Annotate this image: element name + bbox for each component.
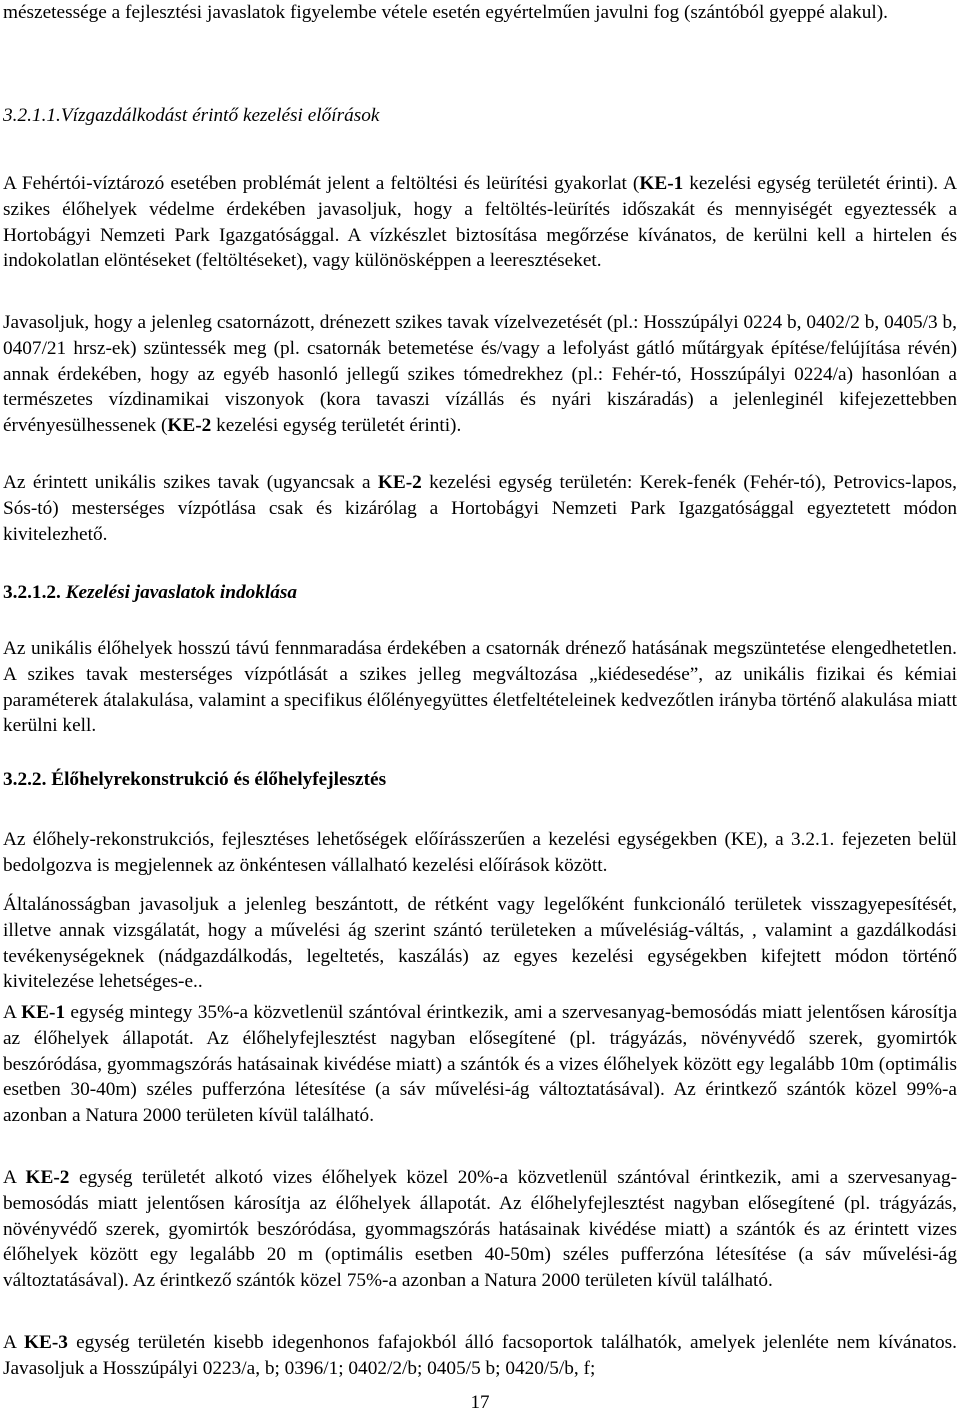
paragraph-fehertoi-viztarozo bbox=[3, 171, 957, 274]
text-run: Az érintett unikális szikes tavak (ugyancsak a bbox=[3, 472, 378, 493]
intro-paragraph: mészetessége a fejlesztési javaslatok figyelembe vétele esetén egyértelműen javulni fog (szántóból gyeppé alakul). bbox=[3, 2, 888, 23]
paragraph-ke3 bbox=[3, 1330, 957, 1382]
section-heading-indoklas bbox=[3, 580, 957, 606]
ke-label: KE-2 bbox=[167, 415, 212, 437]
text-run: Javasoljuk, hogy a jelenleg csatornázott, drénezett szikes tavak vízelvezetését (pl.: Hosszúpályi 0224 b, 0402/2 b, 0405/3 b, 0407/21 hrsz-ek) szüntessék meg (pl. csatornák betemetése és/vagy a lefolyást gátló műtárgyak építése/felújítása révén) annak érdekében, hogy az egyéb hasonló jellegű szikes tómedrekhez (pl.: Fehér-tó, Hosszúpályi 0224/a) hasonlóan a természetes vízdinamikai viszonyok (kora tavaszi vízállás és nyári kiszáradás) a jelenleginél kifejezettebben érvényesülhessenek ( bbox=[3, 312, 957, 437]
text-run: A bbox=[3, 1332, 25, 1353]
paragraph-ke2 bbox=[3, 1165, 957, 1294]
text-run: kezelési egység területét érinti). A szikes élőhelyek védelme érdekében javasoljuk, hogy a feltöltés-leürítés időszakát és mennyiségét egyeztessék a Hortobágyi Nemzeti Park Igazgatósággal. A vízkészlet biztosítása megőrzése kívánatos, de kerülni kell a hirtelen és indokolatlan elöntéseket (feltöltéseket), vagy különösképpen a leeresztéseket. bbox=[3, 173, 957, 272]
section-heading-elohelyrekonstrukcio bbox=[3, 767, 957, 793]
section-title: Élőhelyrekonstrukció és élőhelyfejlesztés bbox=[51, 769, 387, 790]
text-run: kezelési egység területét érinti). bbox=[211, 415, 462, 437]
text-run: A bbox=[3, 1167, 26, 1188]
ke-label: KE-1 bbox=[639, 173, 684, 194]
ke-label: KE-2 bbox=[25, 1167, 70, 1188]
paragraph-rekonstrukcio: Az élőhely-rekonstrukciós, fejlesztéses lehetőségek előírásszerűen a kezelési egységekben (KE), a 3.2.1. fejezeten belül bedolgozva is megjelennek az önkéntesen vállalható kezelési előírások között. bbox=[3, 829, 957, 876]
section-number: 3.2.2. bbox=[3, 769, 47, 790]
paragraph-indoklas: Az unikális élőhelyek hosszú távú fennmaradása érdekében a csatornák drénező hatásának megszüntetése elengedhetetlen. A szikes tavak mesterséges vízpótlását a szikes jelleg megváltozása „kiédesedése”, az unikális fizikai és kémiai paraméterek átalakulása, valamint a specifikus élőlényegyüttes életfeltételeinek kedvezőtlen irányba történő alakulása miatt kerülni kell. bbox=[3, 638, 958, 737]
text-run: A bbox=[3, 1002, 22, 1023]
section-number: 3.2.1.1. bbox=[3, 105, 61, 126]
ke-label: KE-3 bbox=[24, 1332, 68, 1353]
text-run: A Fehértói-víztározó esetében problémát jelent a feltöltési és leürítési gyakorlat ( bbox=[3, 173, 640, 194]
section-heading-vizgazdalkodas bbox=[3, 103, 957, 129]
section-title: Vízgazdálkodást érintő kezelési előírások bbox=[60, 105, 380, 126]
section-title: Kezelési javaslatok indoklása bbox=[65, 582, 298, 603]
paragraph-altalanossagban: Általánosságban javasoljuk a jelenleg beszántott, de rétként vagy legelőként funkcionáló területek visszagyepesítését, illetve annak vizsgálatát, hogy a művelési ág szerint szántó területeken a művelésiág-váltás, , valamint a gazdálkodási tevékenységeknek (nádgazdálkodás, legeltetés, kaszálás) az egyes kezelési egységekben kifejtett módon történő kivitelezése lehetséges-e.. bbox=[3, 894, 957, 993]
text-run: egység mintegy 35%-a közvetlenül szántóval érintkezik, ami a szervesanyag-bemosódás miatt jelentősen károsítja az élőhelyek állapotát. Az élőhelyfejlesztést nagyban elősegítené (pl. trágyázás, növényvédő szerek, gyomirtók beszóródása, gyommagszórás hatásainak kivédése miatt) a szántók és a vizes élőhelyek között egy legalább 10m (optimális esetben 30-40m) széles pufferzóna létesítése (a sáv művelési-ág változtatásával). Az érintkező szántók közel 99%-a azonban a Natura 2000 területen kívül található. bbox=[3, 1002, 958, 1127]
paragraph-unikalis-tavak bbox=[3, 470, 957, 547]
text-run: kezelési egység területén: Kerek-fenék (Fehér-tó), Petrovics-lapos, Sós-tó) mesterséges vízpótlása csak és kizárólag a Hortobágyi Nemzeti Park Igazgatósággal egyeztetett módon kivitelezhető. bbox=[3, 472, 957, 545]
text-run: egység területén kisebb idegenhonos fafajokból álló facsoportok találhatók, amelyek jelenléte nem kívánatos. Javasoljuk a Hosszúpályi 0223/a, b; 0396/1; 0402/2/b; 0405/5 b; 0420/5/b, f; bbox=[3, 1332, 957, 1379]
paragraph-csatornazott-tavak bbox=[3, 310, 957, 439]
paragraph-ke1 bbox=[3, 1000, 957, 1129]
ke-label: KE-2 bbox=[377, 472, 422, 493]
page-number: 17 bbox=[470, 1392, 490, 1413]
ke-label: KE-1 bbox=[21, 1002, 66, 1023]
section-number: 3.2.1.2. bbox=[3, 582, 61, 603]
text-run: egység területét alkotó vizes élőhelyek közel 20%-a közvetlenül szántóval érintkezik, ami a szervesanyag-bemosódás miatt jelentősen károsítja az élőhelyek állapotát. Az élőhelyfejlesztést nagyban elősegítené (pl. trágyázás, növényvédő szerek, gyomirtók beszóródása, gyommagszórás hatásainak kivédése miatt) a szántók és az érintett vizes élőhelyek között egy legalább 20 m (optimális esetben 40-50m) széles pufferzóna létesítése (a sáv művelési-ág változtatásával). Az érintkező szántók közel 75%-a azonban a Natura 2000 területen kívül található. bbox=[3, 1167, 958, 1292]
